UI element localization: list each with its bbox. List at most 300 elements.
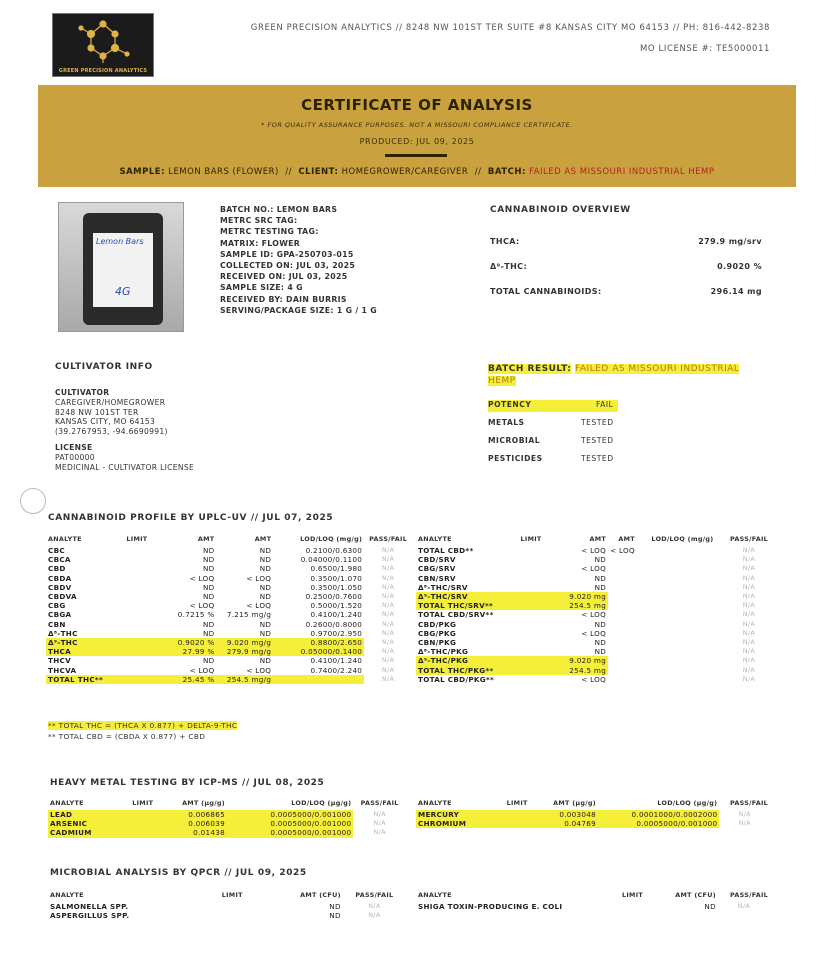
table-cell	[511, 656, 550, 665]
sample-bag	[83, 213, 163, 325]
table-cell: N/A	[737, 902, 751, 910]
lab-contact-line: GREEN PRECISION ANALYTICS // 8248 NW 101ST TER SUITE #8 KANSAS CITY MO 64153 // PH: 816-442-8238	[250, 23, 770, 33]
table-cell	[122, 828, 164, 837]
result-status: FAIL	[596, 400, 614, 409]
table-cell	[637, 620, 728, 629]
table-cell: N/A	[742, 628, 756, 637]
table-cell: ND	[594, 647, 607, 657]
table-cell: ND	[329, 902, 341, 911]
table-cell	[637, 574, 728, 583]
table-cell: 0.9700/2.950	[310, 628, 363, 638]
table-cell	[114, 555, 159, 564]
table-cell	[608, 574, 637, 583]
meta-value: DAIN BURRIS	[286, 294, 347, 304]
table-cell: ASPERGILLUS SPP.	[50, 911, 130, 921]
table-cell	[497, 819, 537, 828]
column-header: LOD/LOQ (µg/g)	[657, 798, 718, 807]
heavy-metals-table-right	[416, 797, 770, 828]
table-cell: 254.5 mg	[551, 601, 608, 610]
table-row	[46, 601, 412, 610]
table-row	[46, 583, 412, 592]
table-cell: 254.5 mg/g	[216, 675, 273, 684]
table-cell: N/A	[381, 555, 395, 564]
table-cell: N/A	[381, 601, 395, 610]
license-number: PAT00000	[55, 452, 95, 462]
table-cell: < LOQ	[581, 564, 607, 574]
column-header: LOD/LOQ (µg/g)	[291, 798, 352, 807]
table-cell	[637, 638, 728, 647]
microbial-title: MICROBIAL ANALYSIS BY QPCR // JUL 09, 2025	[50, 868, 307, 878]
overview-value: 296.14 mg	[710, 287, 762, 296]
meta-row	[220, 271, 377, 282]
table-row	[46, 629, 412, 638]
table-cell: 0.0005000/0.001000	[227, 819, 353, 828]
table-cell	[206, 911, 259, 920]
table-cell	[114, 592, 159, 601]
table-row	[416, 656, 770, 665]
column-header: PASS/FAIL	[729, 798, 768, 807]
table-cell: CBD/PKG	[418, 619, 457, 629]
table-cell	[511, 675, 550, 684]
table-cell	[608, 675, 637, 684]
table-cell	[608, 666, 637, 675]
table-cell: SHIGA TOXIN-PRODUCING E. COLI	[418, 902, 563, 911]
table-cell: 9.020 mg/g	[216, 638, 273, 647]
table-cell: 0.006865	[164, 810, 227, 819]
table-cell: CBN/PKG	[418, 638, 457, 648]
punch-hole	[20, 488, 46, 514]
table-cell: CADMIUM	[48, 828, 122, 837]
meta-label: SERVING/PACKAGE SIZE:	[220, 305, 337, 315]
table-cell: N/A	[381, 628, 395, 637]
heavy-metals-title: HEAVY METAL TESTING BY ICP-MS // JUL 08, 2025	[50, 778, 325, 788]
table-cell	[114, 656, 159, 665]
table-cell: ND	[329, 911, 341, 921]
table-cell: 0.0001000/0.0002000	[598, 810, 719, 819]
column-header: ANALYTE	[48, 534, 82, 543]
table-cell: N/A	[742, 573, 756, 582]
meta-value: FLOWER	[261, 238, 301, 248]
result-label: METALS	[488, 418, 525, 427]
table-cell: < LOQ	[581, 674, 607, 684]
table-cell: < LOQ	[189, 573, 215, 583]
table-cell: ND	[202, 628, 215, 638]
table-row	[416, 620, 770, 629]
overview-value: 0.9020 %	[717, 262, 762, 271]
table-cell: Δ⁹-THC	[46, 638, 114, 647]
sample-label: SAMPLE:	[119, 167, 165, 177]
table-cell: N/A	[381, 674, 395, 683]
batch-value: FAILED AS MISSOURI INDUSTRIAL HEMP	[529, 167, 715, 177]
meta-value: GPA-250703-015	[276, 249, 354, 259]
table-cell	[511, 583, 550, 592]
table-cell: TOTAL CBD/PKG**	[418, 674, 495, 684]
table-cell	[511, 629, 550, 638]
table-cell: 0.7215 %	[177, 610, 215, 620]
table-cell: < LOQ	[581, 610, 607, 620]
table-cell: TOTAL CBD**	[418, 546, 474, 555]
result-row-microbial	[488, 436, 618, 448]
table-cell: N/A	[381, 546, 395, 554]
table-cell	[114, 638, 159, 647]
table-cell: 0.3500/1.070	[310, 573, 363, 583]
table-cell: ND	[259, 628, 272, 638]
batch-result-value: FAILED AS MISSOURI INDUSTRIAL	[575, 364, 740, 374]
table-cell	[206, 902, 259, 911]
table-row	[416, 666, 770, 675]
table-row	[46, 675, 412, 684]
column-header: LIMIT	[520, 534, 542, 543]
cultivator-line: 8248 NW 101ST TER	[55, 407, 139, 417]
table-cell: ND	[259, 656, 272, 666]
table-cell: ND	[259, 555, 272, 565]
table-cell: 0.0005000/0.001000	[227, 828, 353, 837]
table-row	[416, 546, 770, 555]
table-cell: 0.0005000/0.001000	[227, 810, 353, 819]
table-cell	[637, 601, 728, 610]
result-row-pesticides	[488, 454, 618, 466]
column-header: PASS/FAIL	[729, 890, 768, 899]
table-row	[46, 555, 412, 564]
result-status: TESTED	[581, 418, 614, 427]
table-cell: 0.04000/0.1100	[300, 555, 363, 565]
table-cell: N/A	[381, 647, 395, 656]
meta-row	[220, 294, 377, 305]
meta-value: JUL 03, 2025	[288, 272, 348, 282]
table-cell: 0.2600/0.8000	[305, 619, 363, 629]
photo-weight: 4G	[115, 285, 131, 298]
table-cell	[511, 638, 550, 647]
document-title: CERTIFICATE OF ANALYSIS	[301, 96, 533, 114]
meta-value: JUL 03, 2025	[296, 261, 356, 271]
sample-summary-line	[38, 167, 796, 177]
table-cell: CBGA	[48, 610, 72, 620]
table-cell: ND	[202, 546, 215, 555]
table-cell	[593, 902, 645, 911]
table-cell: CBDVA	[48, 592, 77, 602]
table-cell	[637, 675, 728, 684]
table-cell	[114, 546, 159, 555]
overview-row	[490, 287, 762, 296]
column-header: LOD/LOQ (mg/g)	[300, 534, 363, 543]
table-row	[416, 555, 770, 564]
overview-label: TOTAL CANNABINOIDS:	[490, 287, 602, 296]
column-header: ANALYTE	[50, 798, 84, 807]
table-row	[48, 902, 406, 911]
cultivator-line: KANSAS CITY, MO 64153	[55, 417, 156, 427]
table-cell	[608, 638, 637, 647]
column-header: AMT (CFU)	[675, 890, 716, 899]
table-cell: TOTAL CBD/SRV**	[418, 610, 494, 620]
table-cell: N/A	[742, 601, 756, 610]
table-cell: 0.4100/1.240	[310, 610, 363, 620]
table-cell: N/A	[381, 665, 395, 674]
table-cell	[637, 564, 728, 573]
meta-label: SAMPLE ID:	[220, 249, 277, 259]
table-cell	[511, 647, 550, 656]
table-cell: THCA	[46, 647, 114, 656]
table-cell: 27.99 %	[160, 647, 217, 656]
table-row	[416, 564, 770, 573]
table-cell: ND	[202, 656, 215, 666]
heavy-metals-table-left	[48, 797, 406, 838]
table-cell: TOTAL THC**	[46, 675, 114, 684]
table-cell: N/A	[742, 647, 756, 656]
client-label: CLIENT:	[298, 167, 339, 177]
table-cell: N/A	[381, 573, 395, 582]
license-type: MEDICINAL - CULTIVATOR LICENSE	[55, 462, 195, 472]
table-cell: N/A	[742, 656, 756, 665]
meta-row	[220, 215, 377, 226]
table-row	[46, 546, 412, 555]
batch-result	[488, 363, 752, 387]
table-cell: < LOQ	[189, 601, 215, 611]
table-cell: 0.2500/0.7600	[305, 592, 363, 602]
overview-title: CANNABINOID OVERVIEW	[490, 205, 631, 215]
table-cell: 0.3500/1.050	[310, 582, 363, 592]
table-cell: N/A	[373, 828, 386, 837]
table-cell	[122, 819, 164, 828]
table-cell: CBG/SRV	[418, 564, 456, 574]
table-cell	[511, 564, 550, 573]
cultivator-details	[55, 388, 194, 472]
batch-result-value-cont: HEMP	[488, 376, 516, 386]
result-row-potency	[488, 400, 618, 412]
table-cell: ND	[594, 573, 607, 583]
table-cell	[114, 675, 159, 684]
table-cell: CBDV	[48, 582, 72, 592]
table-cell	[114, 620, 159, 629]
table-cell: Δ⁸-THC	[48, 628, 78, 638]
table-row	[48, 828, 406, 837]
result-label: MICROBIAL	[488, 436, 541, 445]
result-status: TESTED	[581, 454, 614, 463]
produced-date: PRODUCED: JUL 09, 2025	[359, 137, 475, 146]
overview-label: THCA:	[490, 237, 520, 246]
overview-label: Δ⁹-THC:	[490, 262, 528, 271]
disclaimer-note: * FOR QUALITY ASSURANCE PURPOSES. NOT A MISSOURI COMPLIANCE CERTIFICATE.	[261, 121, 573, 129]
meta-label: RECEIVED BY:	[220, 294, 287, 304]
table-cell	[511, 620, 550, 629]
column-header: AMT (µg/g)	[182, 798, 225, 807]
column-header: ANALYTE	[418, 534, 452, 543]
column-header: ANALYTE	[50, 890, 84, 899]
table-cell: N/A	[381, 582, 395, 591]
table-row	[416, 638, 770, 647]
result-row-metals	[488, 418, 618, 430]
result-status: TESTED	[581, 436, 614, 445]
meta-label: METRC SRC TAG:	[220, 216, 298, 226]
column-header: LIMIT	[506, 798, 528, 807]
table-cell: 0.05000/0.1400	[273, 647, 364, 656]
table-cell: ND	[202, 555, 215, 565]
meta-label: METRC TESTING TAG:	[220, 227, 319, 237]
table-cell	[608, 564, 637, 573]
table-cell: N/A	[742, 582, 756, 591]
column-header: PASS/FAIL	[729, 534, 768, 543]
table-cell: 0.9020 %	[160, 638, 217, 647]
table-cell: CBN	[48, 619, 66, 629]
table-row	[416, 574, 770, 583]
table-cell: N/A	[373, 810, 386, 818]
meta-row	[220, 249, 377, 260]
table-cell	[637, 592, 728, 601]
sample-label-card	[93, 233, 153, 307]
meta-value: LEMON BARS	[276, 205, 338, 214]
table-cell: ND	[594, 619, 607, 629]
table-row	[46, 620, 412, 629]
table-cell: ND	[202, 619, 215, 629]
microbial-table-right	[416, 889, 770, 911]
table-cell: ND	[202, 564, 215, 574]
table-row	[46, 647, 412, 656]
table-cell: Δ⁸-THC/SRV	[418, 582, 468, 592]
cultivator-heading: CULTIVATOR	[55, 388, 110, 397]
table-row	[48, 810, 406, 819]
table-cell: N/A	[381, 619, 395, 628]
table-row	[46, 610, 412, 619]
meta-row	[220, 282, 377, 293]
table-cell: N/A	[373, 819, 386, 828]
table-cell	[511, 546, 550, 555]
table-cell: Δ⁸-THC/PKG	[418, 647, 469, 657]
table-cell: CBG	[48, 601, 66, 611]
table-cell: ND	[704, 902, 716, 911]
cultivator-line: (39.2767953, -94.6690991)	[55, 427, 168, 437]
cannabinoid-table-right	[416, 533, 770, 684]
table-cell	[637, 610, 728, 619]
sample-photo	[58, 202, 184, 332]
table-row	[46, 574, 412, 583]
table-cell: 0.006039	[164, 819, 227, 828]
table-cell: N/A	[381, 592, 395, 601]
cannabinoid-profile-title: CANNABINOID PROFILE BY UPLC-UV // JUL 07, 2025	[48, 513, 334, 523]
table-cell: N/A	[738, 819, 751, 828]
table-cell: LEAD	[48, 810, 122, 819]
table-cell: Δ⁹-THC/PKG	[416, 656, 511, 665]
table-row	[46, 638, 412, 647]
total-thc-formula: ** TOTAL THC = (THCA X 0.877) + DELTA-9-THC	[48, 721, 238, 730]
meta-row	[220, 260, 377, 271]
table-cell: 9.020 mg	[551, 656, 608, 665]
table-row	[46, 656, 412, 665]
table-cell	[511, 574, 550, 583]
table-cell: N/A	[368, 911, 381, 920]
table-cell	[637, 647, 728, 656]
table-cell	[114, 666, 159, 675]
table-cell: ARSENIC	[48, 819, 122, 828]
table-cell	[637, 555, 728, 564]
table-cell: ND	[259, 546, 272, 555]
table-cell	[114, 564, 159, 573]
column-header: AMT	[618, 534, 635, 543]
column-header: LIMIT	[622, 890, 644, 899]
table-cell: 0.6500/1.980	[310, 564, 363, 574]
table-cell	[114, 583, 159, 592]
table-cell: 25.45 %	[160, 675, 217, 684]
table-cell: CHROMIUM	[416, 819, 497, 828]
table-cell: N/A	[742, 674, 756, 683]
table-cell	[637, 656, 728, 665]
table-cell: N/A	[742, 638, 756, 647]
table-cell: TOTAL THC/PKG**	[416, 666, 511, 675]
table-row	[416, 902, 770, 911]
table-cell: 0.4100/1.240	[310, 656, 363, 666]
table-cell: N/A	[381, 638, 395, 647]
table-cell	[608, 601, 637, 610]
sample-value: LEMON BARS (FLOWER)	[168, 167, 279, 177]
table-cell	[114, 647, 159, 656]
table-row	[416, 675, 770, 684]
table-cell	[637, 666, 728, 675]
table-cell: CBG/PKG	[418, 628, 457, 638]
sample-metadata	[220, 204, 377, 316]
column-header: AMT (CFU)	[300, 890, 341, 899]
table-cell: 254.5 mg	[551, 666, 608, 675]
table-cell	[608, 620, 637, 629]
table-row	[48, 819, 406, 828]
table-cell: N/A	[742, 592, 756, 601]
company-logo	[52, 13, 154, 77]
table-cell	[608, 583, 637, 592]
microbial-table-left	[48, 889, 406, 920]
meta-label: MATRIX:	[220, 238, 262, 248]
table-cell: < LOQ	[581, 546, 607, 555]
table-row	[46, 592, 412, 601]
table-cell: 0.003048	[537, 810, 598, 819]
column-header: AMT (µg/g)	[553, 798, 597, 807]
table-cell	[608, 555, 637, 564]
table-cell	[511, 666, 550, 675]
table-cell: 7.215 mg/g	[226, 610, 272, 620]
table-cell: THCV	[48, 656, 71, 666]
cultivator-title: CULTIVATOR INFO	[55, 362, 153, 372]
table-cell: < LOQ	[581, 628, 607, 638]
table-cell: CBDA	[48, 573, 72, 583]
table-cell: 279.9 mg/g	[216, 647, 273, 656]
meta-label: RECEIVED ON:	[220, 272, 289, 282]
column-header: LOD/LOQ (mg/g)	[651, 534, 714, 543]
table-cell: N/A	[738, 810, 751, 818]
batch-label: BATCH:	[487, 167, 526, 177]
table-cell: ND	[202, 582, 215, 592]
table-cell: N/A	[381, 564, 395, 573]
table-cell: 0.01438	[164, 828, 227, 837]
table-row	[48, 911, 406, 920]
table-row	[416, 592, 770, 601]
column-header: LIMIT	[221, 890, 243, 899]
column-header: ANALYTE	[418, 890, 452, 899]
table-cell: CBD/SRV	[418, 555, 456, 565]
meta-row	[220, 238, 377, 249]
table-cell: Δ⁹-THC/SRV	[416, 592, 511, 601]
cultivator-line: CAREGIVER/HOMEGROWER	[55, 397, 166, 407]
lab-license: MO LICENSE #: TE5000011	[639, 44, 770, 54]
table-cell: 0.04769	[537, 819, 598, 828]
table-cell: MERCURY	[416, 810, 497, 819]
column-header: AMT	[589, 534, 607, 543]
meta-label: BATCH NO.:	[220, 205, 277, 214]
table-cell	[114, 574, 159, 583]
table-cell: 0.0005000/0.001000	[598, 819, 719, 828]
table-row	[416, 629, 770, 638]
table-cell: N/A	[742, 564, 756, 573]
table-cell: N/A	[368, 902, 381, 910]
overview-row	[490, 237, 762, 246]
table-cell: CBC	[48, 546, 65, 555]
column-header: ANALYTE	[418, 798, 452, 807]
result-label: POTENCY	[488, 400, 532, 409]
